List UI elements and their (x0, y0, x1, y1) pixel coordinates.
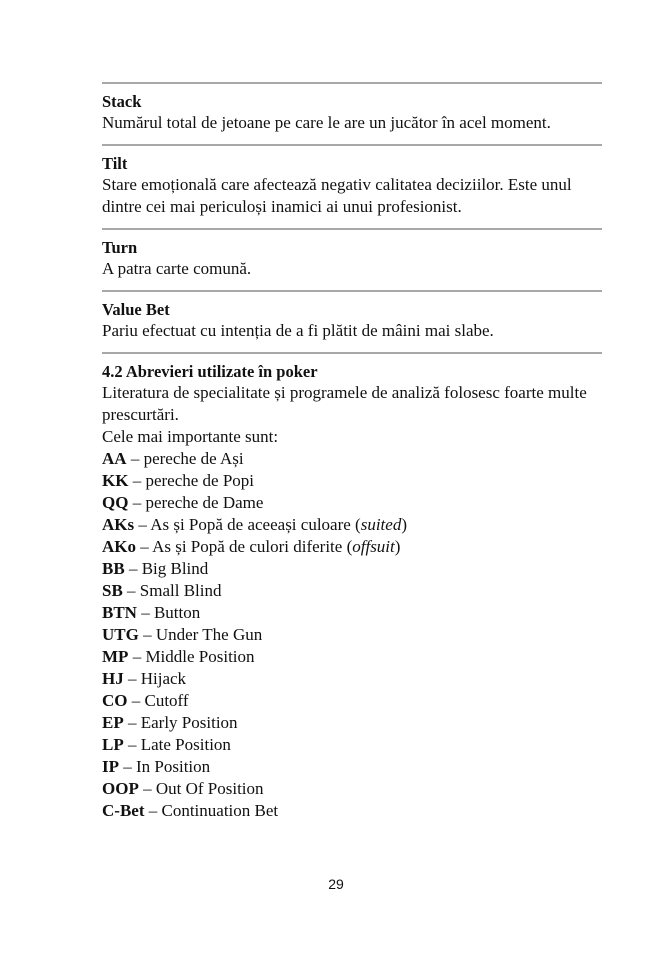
abbreviation-code: AKo (102, 537, 136, 556)
abbreviation-item (102, 580, 602, 602)
abbreviation-code: IP (102, 757, 119, 776)
abbreviation-meaning: pereche de Ași (143, 449, 244, 468)
abbreviation-code: C-Bet (102, 801, 145, 820)
dash-separator: – (141, 603, 150, 622)
dash-separator: – (132, 471, 142, 490)
abbreviation-item (102, 690, 602, 712)
abbreviation-meaning: Late Position (140, 735, 231, 754)
abbreviation-meaning: In Position (136, 757, 211, 776)
abbreviation-code: EP (102, 713, 124, 732)
abbreviation-code: BTN (102, 603, 137, 622)
abbreviation-item (102, 712, 602, 734)
abbreviation-meaning: pereche de Dame (145, 493, 264, 512)
glossary-term: Stack (102, 92, 142, 111)
dash-separator: – (127, 669, 137, 688)
glossary-definition: Stare emoțională care afectează negativ calitatea deciziilor. Este unul dintre cei mai periculoși inamici ai unui profesionist. (102, 175, 572, 216)
abbreviation-item (102, 448, 602, 470)
dash-separator: – (143, 625, 152, 644)
abbreviation-meaning: Out Of Position (155, 779, 264, 798)
dash-separator: – (132, 647, 142, 666)
abbreviation-meaning: Small Blind (139, 581, 222, 600)
abbreviation-item (102, 624, 602, 646)
abbreviation-meaning: As și Popă de culori diferite ( (152, 537, 353, 556)
abbreviation-code: UTG (102, 625, 139, 644)
abbreviation-note: offsuit (352, 537, 395, 556)
glossary-entry (102, 292, 602, 352)
section-lead: Cele mai importante sunt: (102, 427, 279, 446)
abbreviation-close: ) (401, 515, 407, 534)
abbreviation-code: LP (102, 735, 124, 754)
dash-separator: – (127, 735, 137, 754)
glossary-definition: Pariu efectuat cu intenția de a fi plătit de mâini mai slabe. (102, 321, 494, 340)
abbreviation-meaning: Hijack (140, 669, 187, 688)
abbreviation-close: ) (394, 537, 401, 556)
glossary-entry (102, 230, 602, 290)
dash-separator: – (130, 449, 140, 468)
glossary-term: Turn (102, 238, 138, 257)
dash-separator: – (127, 713, 137, 732)
abbreviation-item (102, 492, 602, 514)
abbreviation-note: suited (360, 515, 402, 534)
page-content (102, 82, 602, 822)
abbreviation-item (102, 778, 602, 800)
abbreviations-section (102, 354, 602, 822)
abbreviation-meaning: Button (153, 603, 201, 622)
abbreviation-meaning: As și Popă de aceeași culoare ( (150, 515, 361, 534)
abbreviation-code: SB (102, 581, 123, 600)
dash-separator: – (148, 801, 158, 820)
abbreviation-item (102, 514, 602, 536)
dash-separator: – (143, 779, 152, 798)
dash-separator: – (132, 493, 142, 512)
abbreviation-code: CO (102, 691, 128, 710)
glossary-entry (102, 84, 602, 144)
dash-separator: – (123, 757, 132, 776)
section-title: 4.2 Abrevieri utilizate în poker (102, 362, 318, 381)
abbreviation-item (102, 756, 602, 778)
abbreviation-code: AKs (102, 515, 135, 534)
dash-separator: – (140, 537, 149, 556)
abbreviation-code: BB (102, 559, 125, 578)
abbreviation-code: AA (102, 449, 127, 468)
abbreviation-meaning: Cutoff (144, 691, 189, 710)
dash-separator: – (131, 691, 141, 710)
abbreviation-code: KK (102, 471, 129, 490)
dash-separator: – (138, 515, 147, 534)
abbreviation-code: HJ (102, 669, 124, 688)
abbreviation-item (102, 536, 602, 558)
abbreviation-list (102, 448, 602, 822)
abbreviation-item (102, 646, 602, 668)
abbreviation-item (102, 602, 602, 624)
dash-separator: – (127, 581, 136, 600)
abbreviation-code: MP (102, 647, 129, 666)
abbreviation-meaning: Continuation Bet (161, 801, 279, 820)
abbreviation-code: QQ (102, 493, 129, 512)
abbreviation-item (102, 558, 602, 580)
abbreviation-meaning: pereche de Popi (145, 471, 255, 490)
abbreviation-meaning: Middle Position (145, 647, 255, 666)
glossary-term: Value Bet (102, 300, 170, 319)
abbreviation-item (102, 800, 602, 822)
glossary-definition: Numărul total de jetoane pe care le are un jucător în acel moment. (102, 113, 551, 132)
abbreviation-item (102, 734, 602, 756)
abbreviation-meaning: Under The Gun (155, 625, 263, 644)
abbreviation-code: OOP (102, 779, 139, 798)
abbreviation-item (102, 470, 602, 492)
abbreviation-meaning: Early Position (140, 713, 238, 732)
glossary-entry (102, 146, 602, 228)
abbreviation-item (102, 668, 602, 690)
page-number: 29 (328, 876, 344, 892)
section-intro: Literatura de specialitate și programele de analiză folosesc foarte multe prescurtări. (102, 383, 587, 424)
abbreviation-meaning: Big Blind (141, 559, 209, 578)
dash-separator: – (128, 559, 138, 578)
glossary-definition: A patra carte comună. (102, 259, 252, 278)
glossary-term: Tilt (102, 154, 128, 173)
